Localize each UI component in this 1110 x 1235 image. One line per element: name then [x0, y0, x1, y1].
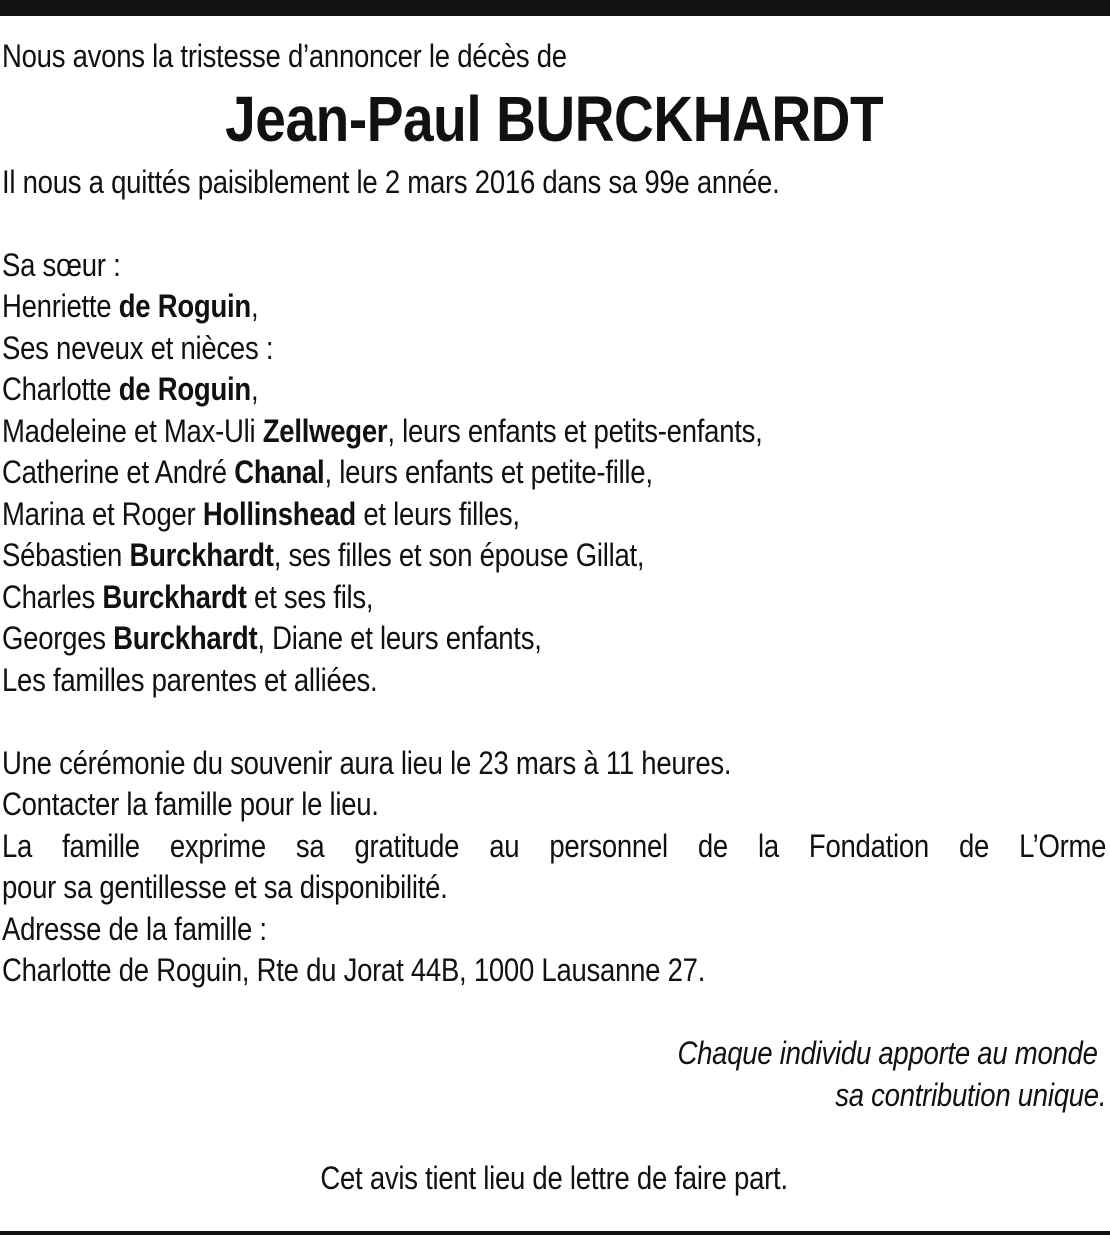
member-rest: ,: [250, 371, 259, 407]
family-member: [2, 411, 1106, 453]
family-member: [2, 452, 1106, 494]
family-address: Charlotte de Roguin, Rte du Jorat 44B, 1000 Lausanne 27.: [2, 952, 706, 988]
member-rest: et ses fils,: [246, 578, 374, 615]
ceremony-text: Une cérémonie du souvenir aura lieu le 23 mars à 11 heures.: [2, 744, 732, 781]
quote-line1: Chaque individu apporte au monde: [677, 1035, 1098, 1071]
family-member: [2, 369, 1106, 411]
footer-notice: Cet avis tient lieu de lettre de faire part.: [320, 1159, 788, 1196]
obituary-notice: [2, 36, 1107, 1199]
member-first-names: Georges: [2, 620, 114, 656]
address-heading: Adresse de la famille :: [2, 910, 267, 947]
member-rest: et leurs filles,: [355, 495, 520, 532]
member-surname: Hollinshead: [202, 495, 356, 532]
family-member: [2, 535, 1106, 577]
intro-text: Nous avons la tristesse d’annoncer le décès de: [2, 38, 567, 74]
spacer: [2, 701, 1106, 743]
top-rule: [0, 0, 1110, 16]
contact-text: Contacter la famille pour le lieu.: [2, 786, 379, 822]
spacer: [2, 992, 1106, 1034]
deceased-name: Jean-Paul BURCKHARDT: [225, 82, 884, 155]
member-first-names: Charles: [2, 578, 103, 615]
family-member: [2, 494, 1106, 536]
nephews-heading: Ses neveux et nièces :: [2, 329, 274, 366]
member-rest: , leurs enfants et petite-fille,: [324, 454, 653, 490]
member-surname: Burckhardt: [113, 620, 258, 656]
member-first-names: Sébastien: [2, 537, 130, 573]
spacer: [2, 1116, 1106, 1158]
family-member: [2, 618, 1106, 660]
member-surname: Chanal: [234, 454, 325, 490]
member-rest: , leurs enfants et petits-enfants,: [387, 412, 763, 449]
spacer: [2, 203, 1106, 245]
member-first-names: Marina et Roger: [2, 495, 203, 532]
gratitude-text-line2: pour sa gentillesse et sa disponibilité.: [2, 869, 448, 905]
family-member: [2, 577, 1106, 619]
member-rest: , Diane et leurs enfants,: [257, 620, 542, 656]
gratitude-text-line1: La famille exprime sa gratitude au personnel de la Fondation de L’Orme: [2, 827, 1107, 864]
sister-heading: Sa sœur :: [2, 246, 121, 283]
member-rest: , ses filles et son épouse Gillat,: [273, 537, 645, 573]
member-first-names: Madeleine et Max-Uli: [2, 412, 263, 449]
quote-line2: sa contribution unique.: [835, 1076, 1107, 1113]
member-surname: Burckhardt: [129, 537, 274, 573]
member-surname: Burckhardt: [102, 578, 247, 615]
family-member-sister: [2, 286, 1106, 328]
member-surname: de Roguin: [118, 288, 251, 324]
member-first-names: Catherine et André: [2, 454, 235, 490]
member-surname: de Roguin: [118, 371, 251, 407]
passing-text: Il nous a quittés paisiblement le 2 mars 2016 dans sa 99e année.: [2, 163, 780, 200]
member-first-names: Charlotte: [2, 371, 119, 407]
member-surname: Zellweger: [262, 412, 388, 449]
families-closing: Les familles parentes et alliées.: [2, 661, 378, 698]
member-rest: ,: [250, 288, 259, 324]
bottom-rule: [0, 1231, 1110, 1235]
member-first-names: Henriette: [2, 288, 119, 324]
